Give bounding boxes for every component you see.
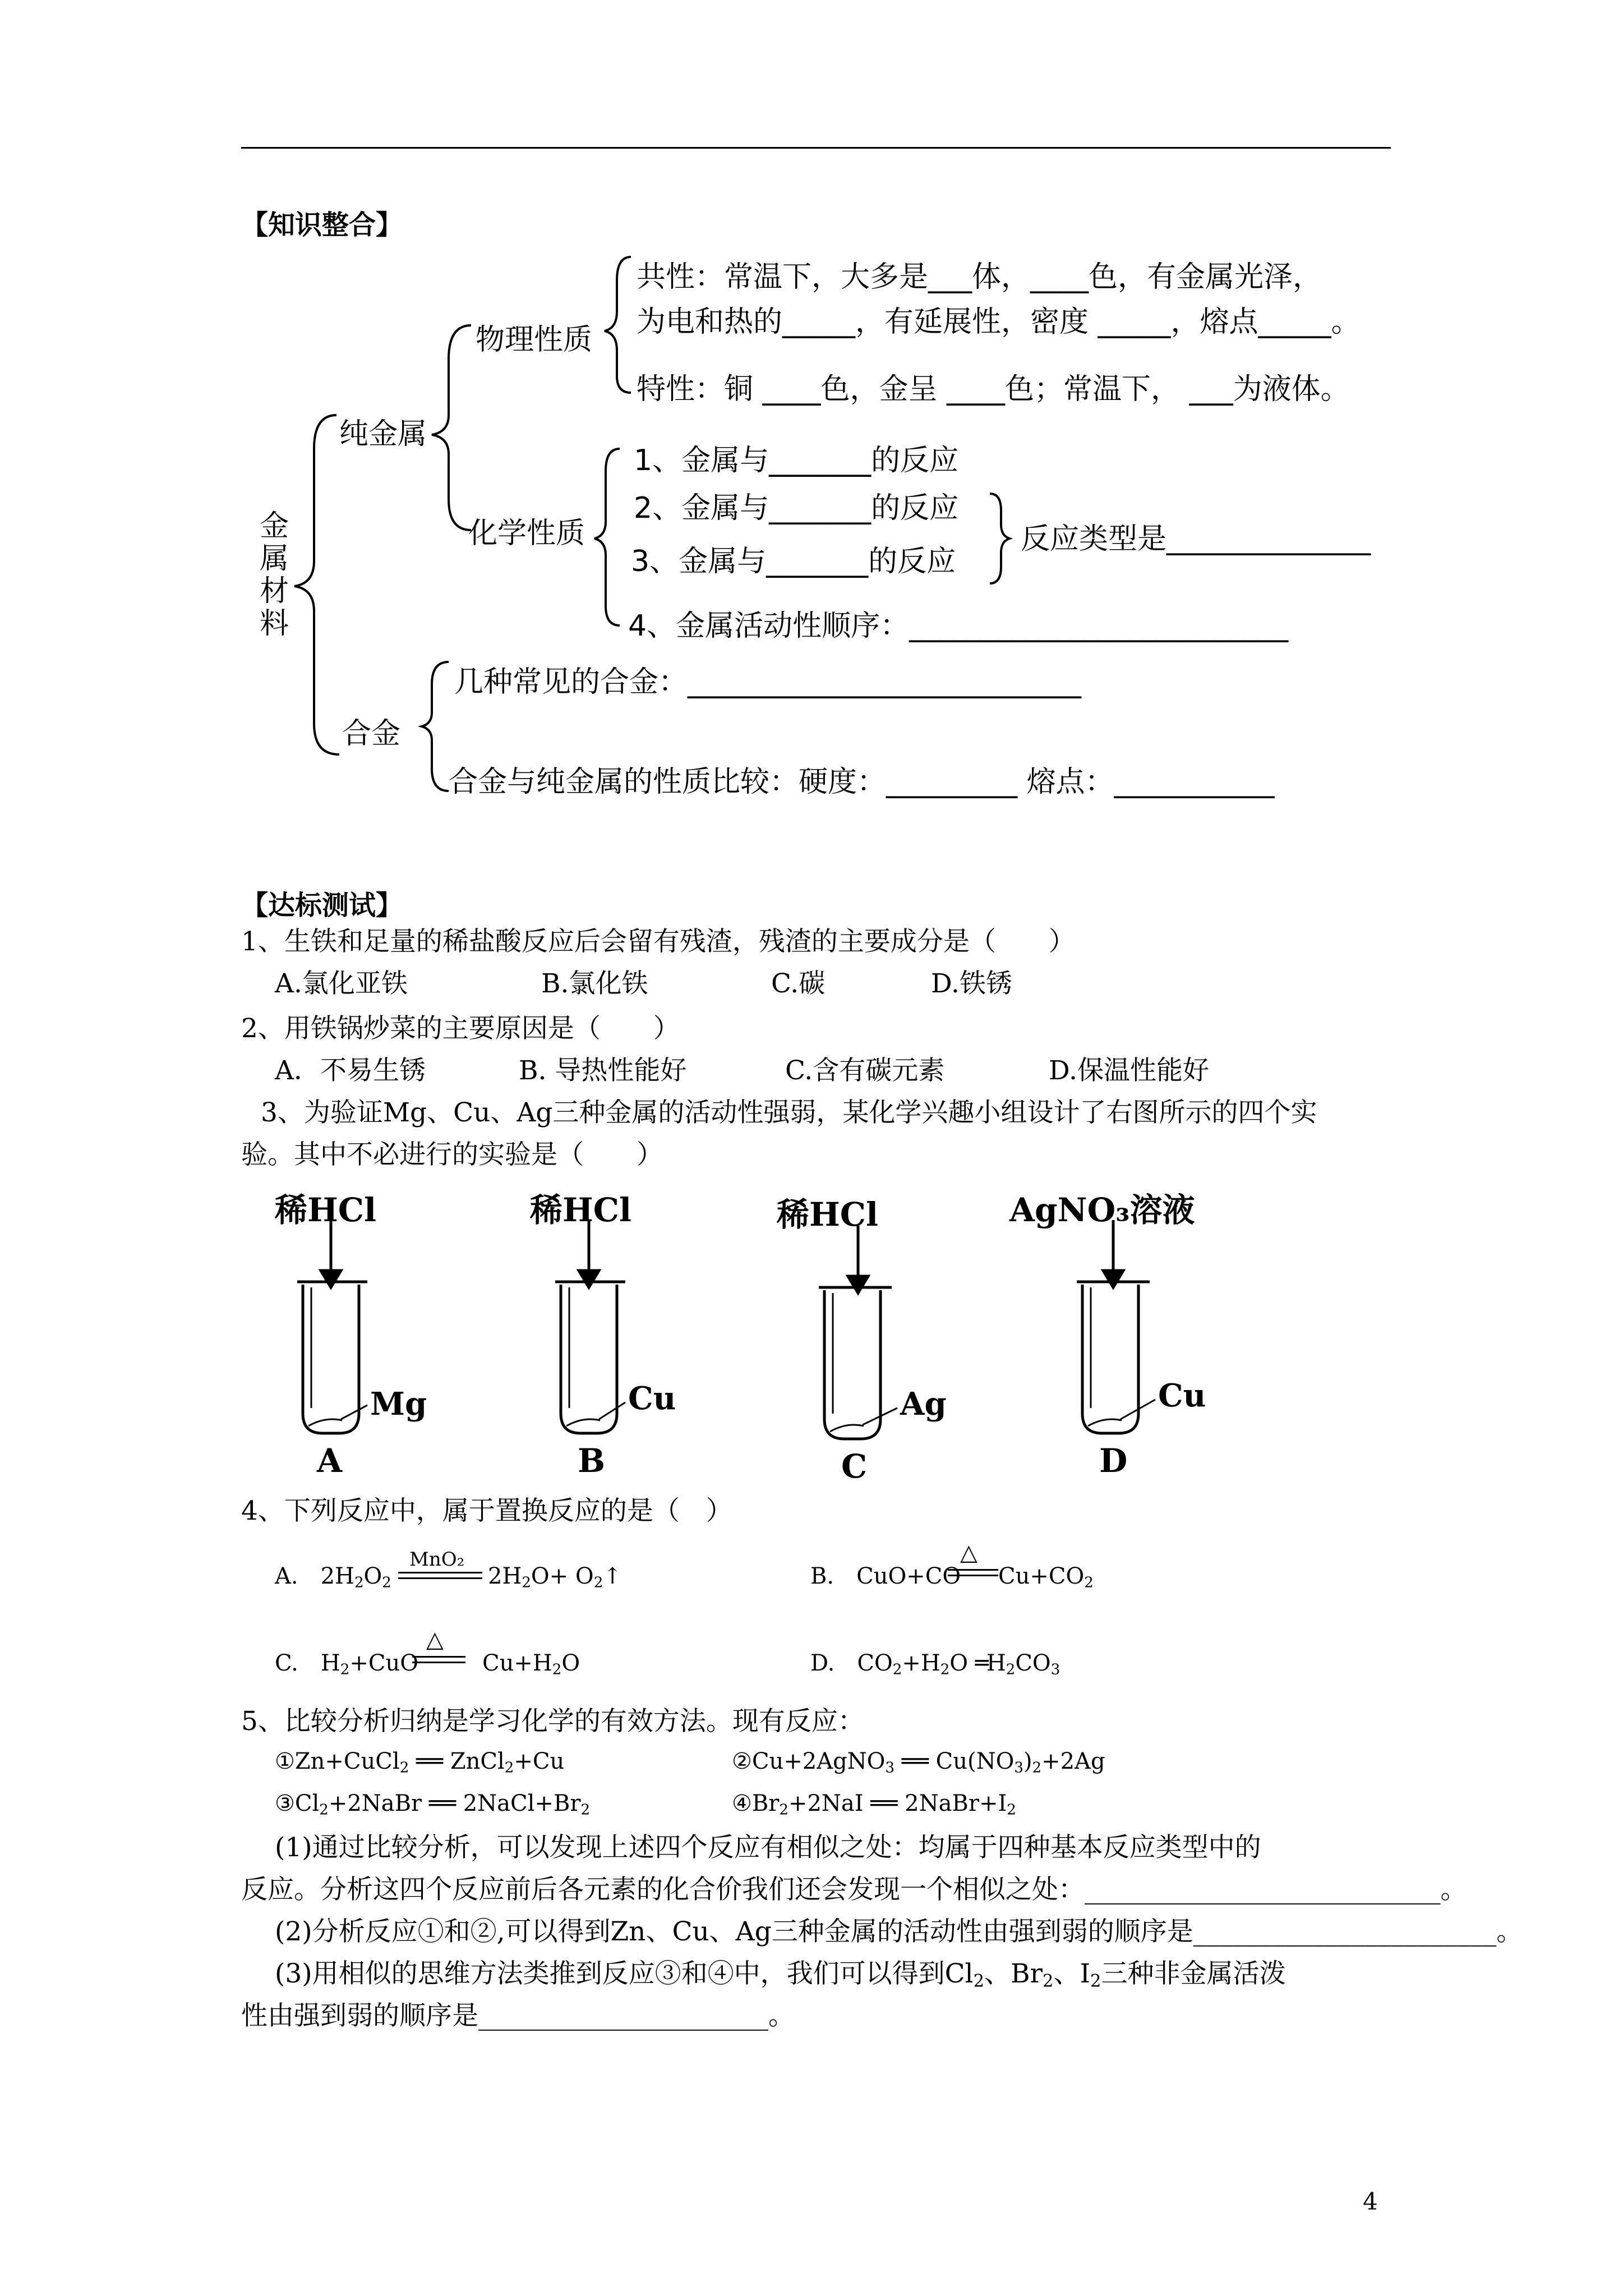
question-2-stem: 2、用铁锅炒菜的主要原因是（ ） <box>241 1013 680 1044</box>
q4-heat-sign-b <box>948 1540 998 1579</box>
q4-catalyst-arrow <box>398 1548 482 1582</box>
node-physical-properties: 物理性质 <box>476 323 593 357</box>
tube-letter-c: C <box>841 1447 868 1485</box>
test-tube-d <box>1077 1220 1155 1433</box>
question-1-stem: 1、生铁和足量的稀盐酸反应后会留有残渣，残渣的主要成分是（ ） <box>241 926 1075 957</box>
question-5-stem: 5、比较分析归纳是学习化学的有效方法。现有反应： <box>241 1706 864 1737</box>
page-number: 4 <box>1363 2188 1378 2215</box>
reagent-label-a: 稀HCl <box>275 1191 376 1229</box>
reagent-label-c: 稀HCl <box>777 1195 878 1234</box>
q2-option-a: A．不易生锈 <box>275 1055 426 1086</box>
node-pure-metal: 纯金属 <box>339 417 427 451</box>
activity-order-label: 4、金属活动性顺序：__________________________ <box>628 609 1289 643</box>
q5-part-2: (2)分析反应①和②,可以得到Zn、Cu、Ag三种金属的活动性由强到弱的顺序是_______________________。 <box>275 1916 1523 1947</box>
q1-option-c: C.碳 <box>771 968 826 999</box>
tube-letter-b: B <box>578 1442 606 1480</box>
question-4-stem: 4、下列反应中，属于置换反应的是（ ） <box>241 1496 732 1526</box>
metal-label-a: Mg <box>370 1386 427 1423</box>
q5-part-1-line1: (1)通过比较分析，可以发现上述四个反应有相似之处：均属于四种基本反应类型中的 <box>275 1832 1261 1863</box>
q4-option-c: C. $H_2+CuO$ <box>275 1650 419 1678</box>
q4-option-d: D. $CO_2+H_2O$ $═H_2CO_3$ <box>810 1650 1061 1678</box>
catalyst-label: MnO₂ <box>409 1548 465 1571</box>
q5-part-1-line2: 反应。分析这四个反应前后各元素的化合价我们还会发现一个相似之处：___________________________。 <box>241 1874 1467 1905</box>
q2-option-d: D.保温性能好 <box>1049 1055 1209 1086</box>
reaction-type-label: 反应类型是______________ <box>1021 522 1371 556</box>
section-title-test: 【达标测试】 <box>241 890 403 921</box>
physical-common-line1: 共性：常温下，大多是___体，____色，有金属光泽， <box>637 260 1322 294</box>
test-tube-a <box>297 1220 367 1433</box>
q5-reaction-3: $③Cl_2+2NaBr$ ══ $2NaCl+Br_2$ <box>275 1791 591 1819</box>
q4-heat-sign-c <box>412 1627 465 1666</box>
chem-item-2: 2、金属与_______的反应 <box>634 491 959 525</box>
alloy-common-label: 几种常见的合金：___________________________ <box>454 665 1082 699</box>
q2-option-b: B. 导热性能好 <box>519 1055 687 1086</box>
q5-part-3-line2: 性由强到弱的顺序是______________________。 <box>241 2000 795 2031</box>
tube-letter-d: D <box>1099 1442 1128 1480</box>
chem-item-3: 3、金属与_______的反应 <box>631 545 956 578</box>
q5-part-3-line1: (3)用相似的思维方法类推到反应③和④中，我们可以得到$Cl_2$、$Br_2$、$I_2$三种非金属活泼 <box>275 1958 1286 1991</box>
metal-label-c: Ag <box>900 1386 947 1423</box>
metal-label-d: Cu <box>1158 1377 1206 1414</box>
q4-option-c-products: $Cu+H_2O$ <box>482 1650 580 1678</box>
section-title-knowledge: 【知识整合】 <box>241 209 403 241</box>
root-char: 金 <box>260 509 289 543</box>
node-chemical-properties: 化学性质 <box>468 517 585 550</box>
q4-option-a-products: $2H_2O+$ $O_2↑$ <box>488 1563 622 1591</box>
q5-reaction-4: $④Br_2+2NaI$ ══ $2NaBr+I_2$ <box>732 1791 1016 1819</box>
q1-option-a: A.氯化亚铁 <box>275 968 408 999</box>
delta-icon: △ <box>960 1540 978 1566</box>
physical-common-line2: 为电和热的_____，有延展性，密度 _____，熔点_____。 <box>637 305 1361 339</box>
q4-option-b: B. CuO+CO <box>810 1563 961 1589</box>
test-tube-b <box>555 1220 625 1433</box>
question-3-stem-line1: 3、为验证Mg、Cu、Ag三种金属的活动性强弱，某化学兴趣小组设计了右图所示的四个实 <box>261 1097 1317 1128</box>
root-char: 属 <box>260 542 289 576</box>
reagent-label-b: 稀HCl <box>530 1191 631 1229</box>
node-alloy: 合金 <box>342 717 401 751</box>
question-3-stem-line2: 验。其中不必进行的实验是（ ） <box>241 1139 663 1170</box>
test-tube-c <box>819 1226 897 1439</box>
root-char: 料 <box>260 607 289 641</box>
root-char: 材 <box>260 574 289 608</box>
tube-letter-a: A <box>317 1442 343 1480</box>
physical-special-line: 特性：铜 ____色，金呈 ____色；常温下， ___为液体。 <box>637 372 1350 406</box>
q2-option-c: C.含有碳元素 <box>785 1055 945 1086</box>
q5-reaction-2: ②Cu+2AgNO$_3$ ══ $Cu(NO_3)_2+2Ag$ <box>732 1749 1105 1777</box>
q1-option-b: B.氯化铁 <box>541 968 648 999</box>
q4-option-b-products: $Cu+CO_2$ <box>998 1563 1094 1591</box>
alloy-compare-label: 合金与纯金属的性质比较：硬度：_________ 熔点：___________ <box>449 765 1275 799</box>
metal-label-b: Cu <box>628 1380 676 1417</box>
q5-reaction-1: ①Zn+CuCl$_2$ ══ ZnCl$_2$+Cu <box>275 1749 565 1777</box>
reagent-label-d: AgNO₃溶液 <box>1009 1191 1195 1229</box>
chem-item-1: 1、金属与_______的反应 <box>634 444 959 477</box>
q4-option-a: A. $2H_2O_2$ <box>275 1563 391 1591</box>
q1-option-d: D.铁锈 <box>931 968 1012 999</box>
delta-icon: △ <box>426 1627 444 1653</box>
